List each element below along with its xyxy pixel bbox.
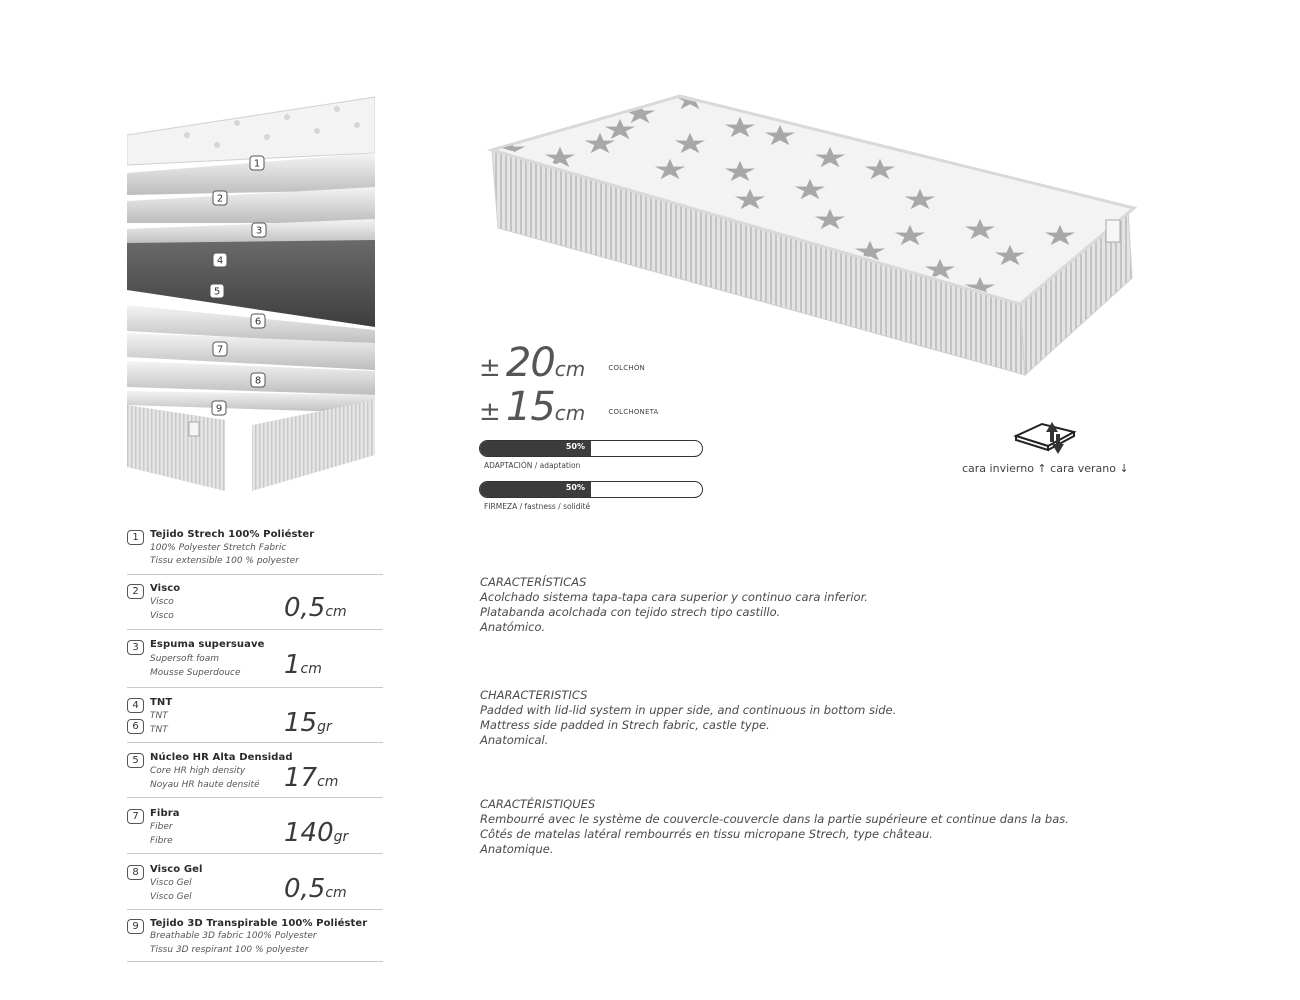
layer-number-badge: 5 (127, 753, 144, 768)
height-colchoneta (479, 384, 659, 430)
description-line: Platabanda acolchada con tejido strech tipo castillo. (480, 605, 781, 619)
layer-value (284, 765, 338, 795)
layer-row (127, 630, 383, 688)
layer-title: Visco (150, 583, 181, 594)
layer-number-badge: 4 (127, 698, 144, 713)
layer-value-unit: gr (317, 719, 332, 735)
label-tag (1106, 220, 1120, 242)
mattress-flip-icon (1012, 418, 1082, 458)
adaptation-percent: 50% (565, 442, 585, 451)
description-heading: CARACTÉRISTIQUES (480, 797, 596, 811)
description-line: Mattress side padded in Strech fabric, castle type. (480, 718, 770, 732)
layer-subtitle-fr: Tissu 3D respirant 100 % polyester (150, 945, 309, 955)
description-line: Acolchado sistema tapa-tapa cara superior y continuo cara inferior. (480, 590, 868, 604)
adaptation-label: ADAPTACIÓN / adaptation (484, 461, 581, 470)
layer-value-unit: cm (325, 885, 347, 901)
description-line: Anatómico. (480, 620, 546, 634)
layer-subtitle-fr: Visco (150, 611, 174, 621)
layer-value-unit: cm (300, 661, 322, 677)
illustration-badge-number: 2 (216, 193, 224, 205)
illustration-badge-number: 4 (216, 255, 224, 267)
layer-subtitle-fr: Tissu extensible 100 % polyester (150, 556, 299, 566)
layer-subtitle-en: Visco Gel (150, 878, 192, 888)
layer-row (127, 910, 383, 962)
side-panel-right (252, 400, 375, 491)
layer-title: Tejido Strech 100% Poliéster (150, 529, 315, 540)
layer-value (284, 820, 348, 850)
layer-row (127, 688, 383, 743)
layer-value (284, 710, 332, 740)
firmness-percent: 50% (565, 483, 585, 492)
label-tag (189, 422, 199, 436)
layer-row (127, 854, 383, 910)
layer-value-number: 17 (284, 763, 318, 793)
description-en (480, 688, 896, 748)
mattress-layers-illustration (127, 95, 375, 495)
layer-value (284, 652, 322, 682)
layer-title: Tejido 3D Transpirable 100% Poliéster (150, 918, 368, 929)
illustration-badge-number: 8 (254, 375, 262, 387)
layer-value (284, 876, 347, 906)
layer-subtitle-en: Supersoft foam (150, 654, 220, 664)
layer-number-badge: 7 (127, 809, 144, 824)
firmness-label: FIRMEZA / fastness / solidité (484, 502, 591, 511)
firmness-bar-fill (480, 482, 591, 497)
layer-value-number: 0,5 (284, 874, 326, 904)
adaptation-bar (479, 440, 703, 457)
plus-minus: ± (479, 353, 501, 383)
layer-value-unit: cm (317, 774, 339, 790)
layer-subtitle-en: Core HR high density (150, 766, 246, 776)
layer-subtitle-en: Fiber (150, 822, 173, 832)
firmness-bar (479, 481, 703, 498)
layer-value-number: 15 (284, 708, 318, 738)
layer-value-number: 1 (284, 650, 301, 680)
adaptation-bar-fill (480, 441, 591, 456)
description-line: Anatomique. (480, 842, 554, 856)
layer-value-unit: gr (333, 829, 349, 845)
layer-value-number: 140 (284, 818, 334, 848)
flip-caption: cara invierno ↑ cara verano ↓ (962, 462, 1129, 475)
layer-number-badge: 1 (127, 530, 144, 545)
description-heading: CHARACTERISTICS (480, 688, 588, 702)
height-unit: cm (554, 401, 586, 425)
layer-subtitle-fr: TNT (150, 725, 168, 735)
height-label: COLCHONETA (608, 408, 659, 416)
description-line: Anatomical. (480, 733, 549, 747)
height-value: 20 (505, 340, 555, 386)
layer-subtitle-fr: Fibre (150, 836, 173, 846)
description-heading: CARACTERÍSTICAS (480, 575, 587, 589)
layer-subtitle-en: 100% Polyester Stretch Fabric (150, 543, 287, 553)
description-es (480, 575, 868, 635)
layer-subtitle-fr: Mousse Superdouce (150, 668, 241, 678)
layer-number-badge: 3 (127, 640, 144, 655)
layer-subtitle-fr: Visco Gel (150, 892, 192, 902)
layer-subtitle-en: Breathable 3D fabric 100% Polyester (150, 931, 317, 941)
layer-row (127, 743, 383, 798)
layer-value-unit: cm (325, 604, 347, 620)
layer-title: Espuma supersuave (150, 639, 265, 650)
layer-number-badge: 8 (127, 865, 144, 880)
layer-title: Núcleo HR Alta Densidad (150, 752, 293, 763)
layer-spec-list (127, 526, 383, 962)
description-fr (480, 797, 1069, 857)
layer-value (284, 595, 347, 625)
layer-row (127, 526, 383, 575)
layer-row (127, 575, 383, 630)
layer-number-badge: 9 (127, 919, 144, 934)
layer-title: Fibra (150, 808, 180, 819)
illustration-badge-number: 9 (215, 403, 223, 415)
layer-value-number: 0,5 (284, 593, 326, 623)
side-panel-left (127, 405, 225, 491)
illustration-badge-number: 1 (253, 158, 261, 170)
description-line: Padded with lid-lid system in upper side, and continuous in bottom side. (480, 703, 897, 717)
height-colchon (479, 340, 645, 386)
layer-subtitle-en: TNT (150, 711, 168, 721)
description-line: Rembourré avec le système de couvercle-couvercle dans la partie supérieure et continue dans la bas. (480, 812, 1069, 826)
layer-number-badge: 2 (127, 584, 144, 599)
layer-subtitle-fr: Noyau HR haute densité (150, 780, 260, 790)
layer-title: TNT (150, 697, 173, 708)
description-line: Côtés de matelas latéral rembourrés en tissu micropane Strech, type château. (480, 827, 933, 841)
illustration-badge-number: 5 (213, 286, 221, 298)
illustration-badge-number: 6 (254, 316, 262, 328)
illustration-badge-number: 7 (216, 344, 224, 356)
plus-minus: ± (479, 397, 501, 427)
illustration-badge-number: 3 (255, 225, 263, 237)
height-value: 15 (505, 384, 555, 430)
height-unit: cm (554, 357, 586, 381)
layer-title: Visco Gel (150, 864, 203, 875)
layer-number-badge: 6 (127, 719, 144, 734)
layer-subtitle-en: Visco (150, 597, 174, 607)
layer-row (127, 798, 383, 854)
height-label: COLCHÓN (608, 364, 645, 372)
